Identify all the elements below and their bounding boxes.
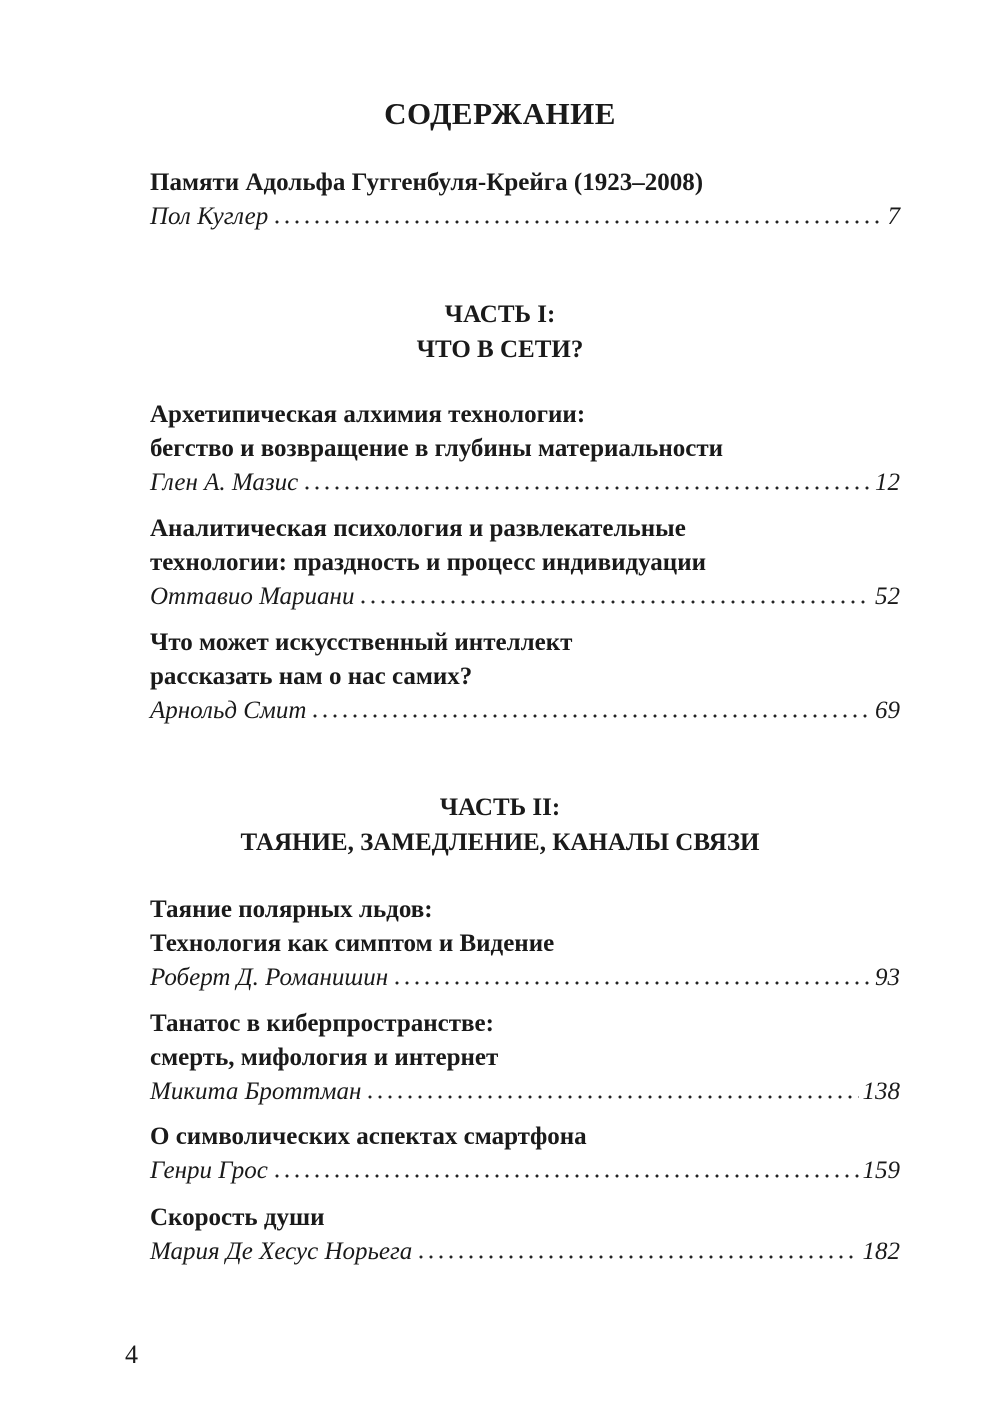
dot-leader: [272, 1173, 859, 1179]
entry-author-line: [150, 466, 900, 499]
entry-page: 138: [862, 1078, 900, 1105]
part-heading: [0, 790, 1000, 860]
toc-entry[interactable]: [150, 893, 900, 994]
entry-author: Микита Броттман: [150, 1078, 362, 1105]
dot-leader: [392, 980, 871, 986]
entry-title: Что может искусственный интеллект: [150, 629, 573, 656]
entry-author: Глен А. Мазис: [150, 469, 299, 496]
entry-page: 7: [887, 203, 900, 230]
entry-title: рассказать нам о нас самих?: [150, 663, 473, 690]
dot-leader: [358, 599, 871, 605]
entry-author-line: [150, 580, 900, 613]
entry-page: 12: [875, 469, 900, 496]
toc-entry[interactable]: [150, 1007, 900, 1108]
entry-author: Генри Грос: [150, 1157, 268, 1184]
entry-author-line: [150, 200, 900, 233]
dot-leader: [302, 485, 871, 491]
entry-title: Скорость души: [150, 1204, 325, 1231]
entry-page: 52: [875, 583, 900, 610]
dot-leader: [272, 219, 883, 225]
part-number: ЧАСТЬ I:: [444, 301, 556, 328]
part-title: ЧТО В СЕТИ?: [416, 336, 584, 363]
entry-author-line: [150, 694, 900, 727]
entry-title: Технология как симптом и Видение: [150, 930, 555, 957]
part-title: ТАЯНИЕ, ЗАМЕДЛЕНИЕ, КАНАЛЫ СВЯЗИ: [240, 829, 760, 856]
entry-author-line: [150, 1075, 900, 1108]
entry-author: Мария Де Хесус Норьега: [150, 1238, 413, 1265]
entry-title: технологии: праздность и процесс индивидуации: [150, 549, 707, 576]
entry-page: 69: [875, 697, 900, 724]
entry-page: 93: [875, 964, 900, 991]
entry-page: 159: [862, 1157, 900, 1184]
entry-title: Таяние полярных льдов:: [150, 896, 433, 923]
toc-entry[interactable]: [150, 512, 900, 613]
entry-author-line: [150, 961, 900, 994]
dot-leader: [416, 1254, 858, 1260]
toc-entry[interactable]: [150, 626, 900, 727]
entry-title: О символических аспектах смартфона: [150, 1123, 587, 1150]
entry-page: 182: [862, 1238, 900, 1265]
dot-leader: [365, 1094, 858, 1100]
dot-leader: [310, 713, 871, 719]
part-heading: [0, 297, 1000, 367]
entry-title: Архетипическая алхимия технологии:: [150, 401, 586, 428]
entry-author-line: [150, 1154, 900, 1187]
page-number: 4: [125, 1340, 138, 1369]
toc-entry[interactable]: [150, 1120, 900, 1187]
entry-title: бегство и возвращение в глубины материальности: [150, 435, 724, 462]
part-number: ЧАСТЬ II:: [439, 794, 561, 821]
toc-entry[interactable]: [150, 166, 900, 233]
entry-author: Оттавио Мариани: [150, 583, 355, 610]
entry-title: смерть, мифология и интернет: [150, 1044, 499, 1071]
entry-title: Танатос в киберпространстве:: [150, 1010, 494, 1037]
entry-title: Аналитическая психология и развлекательные: [150, 515, 686, 542]
toc-entry[interactable]: [150, 398, 900, 499]
entry-author-line: [150, 1235, 900, 1268]
page-title: СОДЕРЖАНИЕ: [384, 96, 616, 131]
entry-author: Роберт Д. Романишин: [150, 964, 389, 991]
entry-author: Пол Куглер: [150, 203, 269, 230]
entry-author: Арнольд Смит: [150, 697, 307, 724]
toc-entry[interactable]: [150, 1201, 900, 1268]
entry-title: Памяти Адольфа Гуггенбуля-Крейга (1923–2008): [150, 169, 704, 196]
